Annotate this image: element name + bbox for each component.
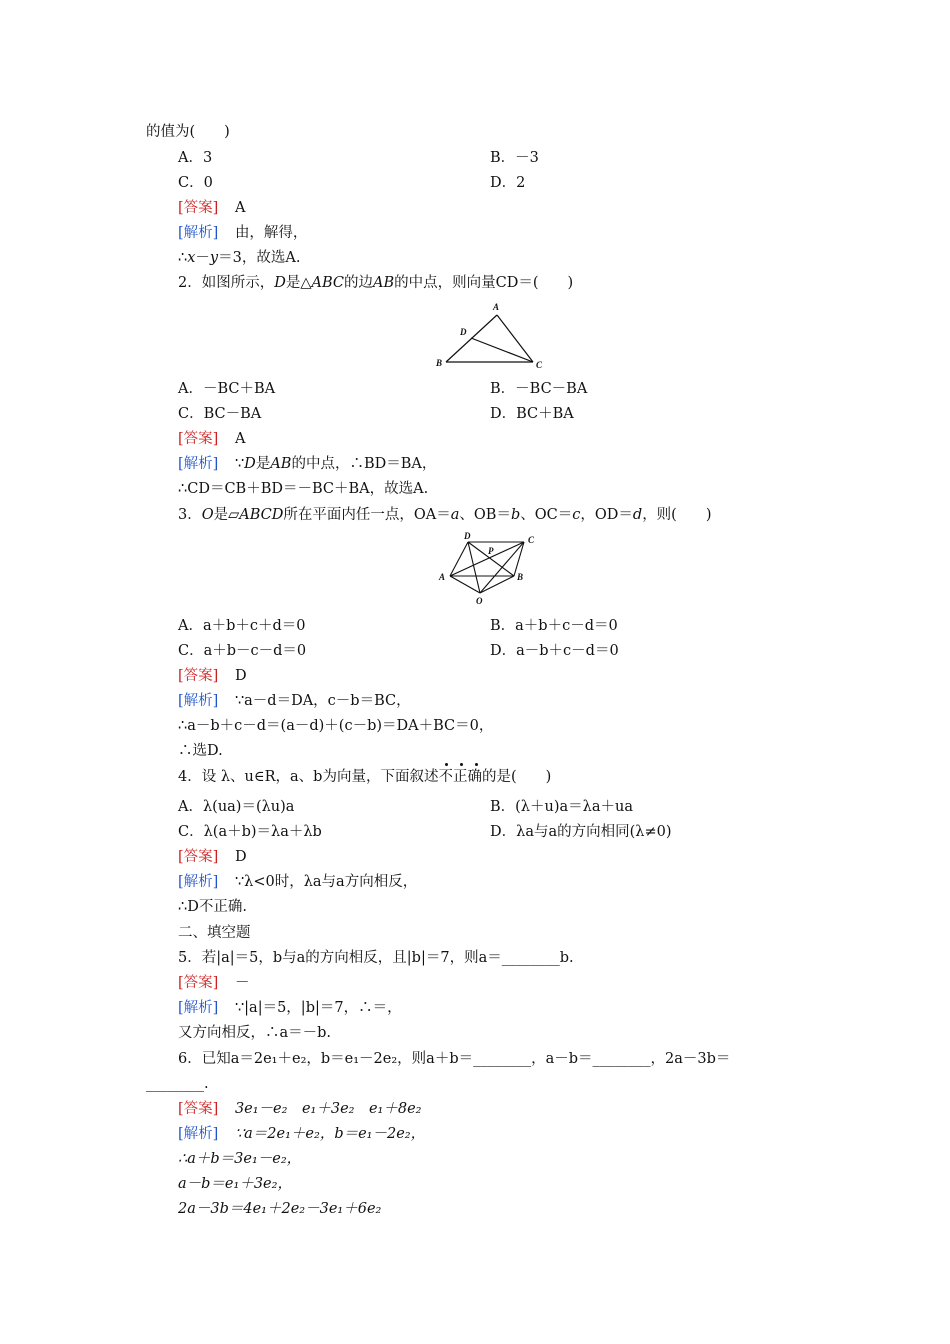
analysis-tag: [解析] <box>178 693 219 709</box>
label-c: C <box>536 360 543 370</box>
q4-analysis-line2: ∴D不正确. <box>178 899 247 915</box>
q2-stem-part: 的边 <box>344 275 374 291</box>
q1-option-c: C．0 <box>178 175 213 191</box>
q3-option-a: A．a＋b＋c＋d＝0 <box>178 618 306 634</box>
q2-stem-part: 的中点，则向量CD＝( ) <box>394 275 574 291</box>
therefore-symbol: ∴ <box>178 250 188 266</box>
answer-tag: [答案] <box>178 849 219 865</box>
q4-stem-part: 4．设 λ、u∈R，a、b为向量，下面叙述 <box>178 769 439 785</box>
triangle-abc: ABC <box>311 275 345 291</box>
answer-value: 3e₁－e₂ e₁＋3e₂ e₁＋8e₂ <box>234 1101 422 1117</box>
q1-option-a: A．3 <box>178 150 213 166</box>
q1-analysis-line2 <box>178 248 300 268</box>
section-heading-fill-in: 二、填空题 <box>178 925 251 941</box>
var-y: y <box>209 250 219 266</box>
emphasis-dot <box>445 763 448 766</box>
answer-tag: [答案] <box>178 1101 219 1117</box>
answer-tag: [答案] <box>178 200 219 216</box>
answer-value: A <box>234 200 246 216</box>
emphasis-dot <box>475 763 478 766</box>
q2-stem <box>178 273 573 293</box>
q2-analysis <box>178 454 436 474</box>
label-c: C <box>528 535 535 545</box>
q3-stem-part: 、OB＝ <box>459 507 511 523</box>
analysis-text: 由，解得， <box>234 225 308 241</box>
q5-stem: 5．若|a|＝5，b与a的方向相反，且|b|＝7，则a＝________b. <box>178 950 574 966</box>
emphasis-dot <box>460 763 463 766</box>
label-a: A <box>439 572 446 582</box>
label-d: D <box>460 327 467 337</box>
answer-value: D <box>234 668 247 684</box>
q1-answer <box>178 198 245 218</box>
q6-analysis-line3: a－b＝e₁＋3e₂， <box>178 1176 292 1192</box>
parallelogram-abcd: ABCD <box>239 507 284 523</box>
q4-stem-part: 的是( ) <box>481 769 552 785</box>
answer-tag: [答案] <box>178 431 219 447</box>
label-p: P <box>488 546 494 556</box>
q2-option-d: D．BC＋BA <box>490 406 574 422</box>
q4-option-b: B．(λ＋u)a＝λa＋ua <box>490 799 633 815</box>
analysis-tag: [解析] <box>178 1000 219 1016</box>
q3-option-c: C．a＋b－c－d＝0 <box>178 643 307 659</box>
answer-tag: [答案] <box>178 668 219 684</box>
point-d: D <box>244 456 256 472</box>
q1-option-d: D．2 <box>490 175 526 191</box>
answer-value: D <box>234 849 247 865</box>
analysis-tag: [解析] <box>178 1126 219 1142</box>
q4-stem <box>178 767 551 787</box>
analysis-tag: [解析] <box>178 874 219 890</box>
q3-analysis-line2: ∴a－b＋c－d＝(a－d)＋(c－b)＝DA＋BC＝0， <box>178 718 494 734</box>
q2-option-b: B．－BC－BA <box>490 381 588 397</box>
side-da <box>450 542 468 576</box>
q2-option-c: C．BC－BA <box>178 406 262 422</box>
q3-stem-part: ，OD＝ <box>580 507 633 523</box>
analysis-tag: [解析] <box>178 225 219 241</box>
label-b: B <box>517 572 524 582</box>
triangle-figure <box>430 300 555 372</box>
analysis-tag: [解析] <box>178 456 219 472</box>
vector-d: d <box>632 507 643 523</box>
emphasis-not-correct <box>438 769 482 785</box>
q3-stem-part: 所在平面内任一点，OA＝ <box>283 507 451 523</box>
analysis-text: 是 <box>255 456 271 472</box>
vector-c: c <box>572 507 581 523</box>
q3-stem-part: ，则( ) <box>642 507 712 523</box>
label-o: O <box>476 596 483 606</box>
vector-ob <box>480 576 514 593</box>
q3-stem-part: 、OC＝ <box>520 507 573 523</box>
q4-option-d: D．λa与a的方向相同(λ≠0) <box>490 824 672 840</box>
q3-answer <box>178 666 247 686</box>
q2-analysis-line2: ∴CD＝CB＋BD＝－BC＋BA，故选A. <box>178 481 429 497</box>
answer-tag: [答案] <box>178 975 219 991</box>
var-x: x <box>187 250 196 266</box>
q3-option-d: D．a－b＋c－d＝0 <box>490 643 619 659</box>
q6-stem: 6．已知a＝2e₁＋e₂，b＝e₁－2e₂，则a＋b＝________，a－b＝________，2a－3b＝ <box>178 1051 731 1067</box>
analysis-text: ＝3，故选A. <box>218 250 301 266</box>
vector-b: b <box>510 507 521 523</box>
q4-option-a: A．λ(ua)＝(λu)a <box>178 799 295 815</box>
point-d: D <box>274 275 286 291</box>
q2-answer <box>178 429 245 449</box>
q6-answer <box>178 1099 421 1119</box>
q4-analysis <box>178 872 417 892</box>
emphasis-text: 不正确 <box>438 769 482 785</box>
diagonal-ac <box>450 542 524 576</box>
q3-analysis-line3: ∴选D. <box>178 743 223 759</box>
answer-value: － <box>234 975 250 991</box>
analysis-text: ∵λ<0时，λa与a方向相反， <box>234 874 418 890</box>
answer-value: A <box>234 431 246 447</box>
segment-ab: AB <box>270 456 292 472</box>
vector-oa <box>450 576 480 593</box>
q3-stem <box>178 505 712 525</box>
q3-stem-part: 3． <box>178 507 202 523</box>
parallelogram-figure <box>436 530 546 610</box>
label-a: A <box>493 302 500 312</box>
label-d: D <box>464 531 471 541</box>
analysis-text: 的中点，∴BD＝BA， <box>291 456 437 472</box>
minus-sign: － <box>195 250 210 266</box>
q1-stem-tail: 的值为( ) <box>146 124 230 140</box>
q2-option-a: A．－BC＋BA <box>178 381 276 397</box>
label-b: B <box>436 358 443 368</box>
q6-analysis <box>178 1124 425 1144</box>
analysis-text: ∵|a|＝5，|b|＝7，∴＝， <box>234 1000 402 1016</box>
q1-option-b: B．－3 <box>490 150 539 166</box>
q5-answer <box>178 973 249 993</box>
segment-ab: AB <box>373 275 395 291</box>
q5-analysis <box>178 998 402 1018</box>
q2-stem-part: 是△ <box>285 275 312 291</box>
q4-option-c: C．λ(a＋b)＝λa＋λb <box>178 824 322 840</box>
analysis-text: ∵a＝2e₁＋e₂，b＝e₁－2e₂， <box>234 1126 426 1142</box>
q3-option-b: B．a＋b＋c－d＝0 <box>490 618 618 634</box>
q2-stem-part: 2．如图所示， <box>178 275 275 291</box>
point-o: O <box>201 507 214 523</box>
q4-answer <box>178 847 247 867</box>
vector-oc <box>480 542 524 593</box>
q3-stem-part: 是▱ <box>213 507 240 523</box>
vector-a: a <box>450 507 460 523</box>
q6-analysis-line2: ∴a＋b＝3e₁－e₂， <box>178 1151 302 1167</box>
q5-analysis-line2: 又方向相反，∴a＝－b. <box>178 1025 332 1041</box>
analysis-text: ∵a－d＝DA，c－b＝BC， <box>234 693 411 709</box>
q3-analysis <box>178 691 411 711</box>
q1-analysis <box>178 223 307 243</box>
because-symbol: ∵ <box>234 456 245 472</box>
q6-stem-continued: ________. <box>146 1076 209 1092</box>
q6-analysis-line4: 2a－3b＝4e₁＋2e₂－3e₁＋6e₂ <box>178 1201 382 1217</box>
